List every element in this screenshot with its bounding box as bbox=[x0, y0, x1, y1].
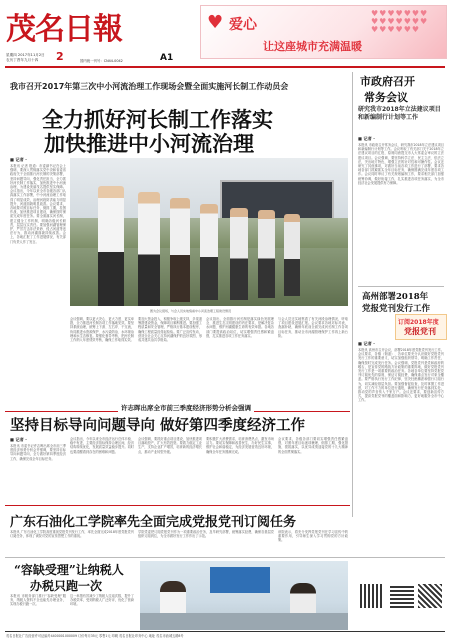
photo-caption: 图为会议现场，与会人员实地察看中小河流治理工程建设情况 bbox=[150, 309, 232, 313]
sidebar-item2-tag: ■ 记者 · bbox=[358, 341, 375, 346]
charity-ad bbox=[200, 5, 447, 59]
story2-headline: 坚持目标导向问题导向 做好第四季度经济工作 bbox=[10, 417, 306, 434]
sidebar-item1-sub: 研究我市2018年立法建议项目和新编制行计划等工作 bbox=[358, 106, 441, 121]
sidebar-item1-title-2: 常务会议 bbox=[364, 91, 408, 104]
qr-code-1 bbox=[360, 584, 384, 608]
banner-line-2: 党报党刊 bbox=[404, 327, 436, 336]
column-divider bbox=[352, 72, 353, 517]
ad-slogan: 让这座城市充满温暖 bbox=[263, 40, 362, 53]
lead-kicker: 我市召开2017年第三次中小河流治理工作现场会暨全面实施河长制工作动员会 bbox=[10, 82, 289, 91]
story2-kicker: 许志晖出席全市前三季度经济形势分析会强调 bbox=[118, 403, 254, 412]
date-line: 星期四 2017年11月2日 bbox=[6, 53, 45, 57]
heart-icon: ♥ bbox=[207, 12, 224, 33]
qr-code-2 bbox=[390, 584, 414, 608]
lead-body-column-1: 本报讯 记者 报道：市委副书记在会上强调，要深入贯彻落实党中央和省委省政府关于全面推行河长制的决策部署，坚持问题导向，强化责任担当，全力抓好河长制工作落实，加快推进中小河流治理，为建设美丽茂名提供坚实保障。会议指出，今年以来全市各级各部门认真落实工作部署，中小河流治理工作取得了明显成效，治理河段防洪能力明显提升，河道面貌明显改善。会议要求，各地要对照目标任务，倒排工期，挂图作战，加快推进项目建设，确保按时保质完成年度任务。要全面落实河长制，建立健全工作机制，明确各级河长职责，层层压实责任。要加强河湖管理保护，严厉打击非法采砂、侵占河道等违法行为，推动河湖面貌持续改善。会上，各地汇报了工作进展情况，有关部门负责人作了发言。 bbox=[10, 164, 66, 244]
lead-headline-1: 全力抓好河长制工作落实 bbox=[42, 107, 273, 132]
lead-body-column-5: 与会人员还实地察看了有关河段治理情况，听取了项目建设进展汇报。会议要求各地对标对表，查漏补缺，确保年底前全面完成河长制工作各项目标任务，推动全市河湖管理保护工作再上新台阶。 bbox=[278, 317, 348, 338]
lead-headline-2: 加快推进中小河流治理 bbox=[44, 131, 254, 156]
heart-pattern: ♥♥♥♥♥♥♥ ♥♥♥♥♥♥♥ ♥♥♥♥♥♥ bbox=[371, 9, 429, 34]
story3-divider bbox=[5, 505, 350, 506]
page-label: A1 bbox=[160, 53, 174, 63]
subscription-banner bbox=[395, 314, 447, 340]
story2-body-5: 会议要求，各级各部门要切实增强责任感紧迫感，对照年度目标逐项梳理，倒排工期，强化措施，狠抓落实，以优异成绩迎接党的十九大精神的全面贯彻落实。 bbox=[278, 437, 348, 454]
tax-office-photo bbox=[140, 561, 348, 630]
sidebar-divider bbox=[358, 286, 444, 287]
sidebar-item1-tag: ■ 记者 · bbox=[358, 136, 375, 141]
newspaper-title: 茂名日報 bbox=[6, 12, 122, 47]
qr-code-3 bbox=[418, 584, 442, 608]
cn-code: 国内统一刊号：CN44-0042 bbox=[80, 59, 123, 63]
sidebar-item1-body: 本报讯 市政府召开常务会议，研究我市2018年立法建议项目和新编制行计划等工作。会议听取了有关部门关于2018年立法建议项目的汇报，原则同意提交市人大常委会审议的立法建议项目。会议强调，要坚持科学立法、民主立法、依法立法，突出地方特色，增强立法的针对性和可操作性。会议还研究了其他事项，对做好当前各项工作进行了部署，要求各地各部门抓紧抓实全年目标任务，确保圆满完成年度各项工作。会议同时审议了有关规划编制工作，要求相关部门加强统筹协调，做好衔接工作，扎实推进各项任务落实，为全市经济社会发展提供有力保障。 bbox=[358, 143, 444, 185]
story2-body-4: 要积极扩大消费需求，培育消费热点，激发市场活力。要切实保障和改善民生，办好民生实事，维护社会和谐稳定，为经济发展营造良好环境，确保全年任务圆满完成。 bbox=[206, 437, 274, 454]
story4-headline-1: “容缺受理”让纳税人 bbox=[14, 563, 124, 577]
lead-body-column-3: 要加大资金投入，积极争取上级支持，多渠道筹措建设资金，保障项目顺利推进。要加强工程质量和安全管理，严格执行基本建设程序，确保工程质量经得起检验。要广泛宣传发动，营造全社会关心支持河湖保护的良好氛围，形成共建共治共享格局。 bbox=[138, 317, 202, 343]
story2-tag: ■ 记者 · bbox=[10, 437, 27, 442]
story3-body-1: 本报讯 广东石油化工学院高度重视党报党刊发行工作，率先全面完成2018年度党报党刊订阅任务，体现了该院对党的宣传思想工作的重视。 bbox=[10, 530, 134, 539]
lead-photo bbox=[70, 158, 348, 306]
lead-body-column-4: 会议指出，全面推行河长制是落实绿色发展理念、推进生态文明建设的内在要求，是解决复杂水问题、维护河湖健康生命的有效举措。各地各部门要提高政治站位，切实增强责任感和紧迫感，扎实推进各项工作任务落实。 bbox=[206, 317, 274, 338]
issue-badge: 2 bbox=[56, 50, 64, 63]
story4-body-1: 本报讯 市税务部门推行“容缺受理”服务，纳税人资料不全也能先办理业务，实现办税只跑一次。 bbox=[10, 594, 66, 607]
masthead-divider bbox=[5, 66, 445, 68]
footer-text: 茂名日报社广告经营许可证编号4400001000009 订价每月35元 零售1元 印刷 茂名日报社印务中心 地址 茂名市油城五路8号 bbox=[6, 634, 184, 638]
banner-line-1: 订阅2018年度 bbox=[398, 319, 439, 326]
ad-brand: 爱心 bbox=[229, 17, 257, 33]
story4-divider bbox=[5, 557, 445, 558]
section-tag: ■ 记者 · bbox=[10, 157, 27, 162]
lunar-date: 农历丁酉年九月十四 bbox=[6, 58, 39, 62]
lead-body-column-2: 会议强调，要以更大决心、更大力度、更实举措，全力推进河长制各项工作落地见效。要坚持系统治理，统筹上下游、左右岸、干支流，协同推进水资源保护、水污染防治、水环境治理和水生态修复。要强化督导考核，把河长制工作纳入年度绩效考核，确保工作取得实效。 bbox=[70, 317, 134, 343]
sidebar-item2-title-1: 高州部署2018年 bbox=[362, 292, 429, 302]
sidebar-item1-title-1: 市政府召开 bbox=[360, 75, 415, 88]
story3-body-3: 该院表示，将充分发挥党报党刊在学习宣传中的重要作用，引导师生深入学习贯彻党的方针政策。 bbox=[278, 530, 348, 543]
sidebar-item2-body: 本报讯 高州市召开会议，部署2018年度党报党刊发行工作。会议要求，各镇（街道）、各单位要充分认识做好党报党刊发行工作的重要意义，切实加强组织领导，明确工作责任，确保按时完成发行任务。会议强调，党报党刊是党和政府的喉舌，是宣传党的路线方针政策的重要阵地，做好党报党刊发行工作是一项重要的政治任务。各地各单位要坚持党报党刊订阅优先的原则，保证订阅经费，确保重点发行对象全覆盖。要严格执行发行工作纪律，坚决杜绝摊派和强行订阅行为，切实减轻基层负担。要加强督促检查，及时掌握工作进度，对工作不力的单位进行通报，确保发行任务落到实处，推动党的声音传入千家万户。会议还要求，要创新宣传方式，提高党报党刊的覆盖面和影响力，更好地服务全市中心工作。 bbox=[358, 348, 444, 403]
story3-headline: 广东石油化工学院率先全面完成党报党刊订阅任务 bbox=[10, 515, 297, 530]
sidebar-item2-title-2: 党报党刊发行工作 bbox=[362, 304, 431, 314]
story2-body-2: 会议指出，今年以来全市经济运行总体平稳、稳中有进，主要经济指标保持合理区间，经济结构持续优化，发展质量效益稳步提升。同时也要清醒看到存在的困难和问题。 bbox=[70, 437, 134, 454]
story4-headline-2: 办税只跑一次 bbox=[30, 579, 103, 593]
story2-body-1: 本报讯 市委书记许志晖出席全市前三季度经济形势分析会并强调，要坚持目标导向问题导向，全力做好第四季度经济工作，确保完成全年目标任务。 bbox=[10, 444, 66, 461]
story4-body-2: 这一举措有效减少了纳税人往返次数，提升了办税效率，受到纳税人广泛好评，优化了营商环境。 bbox=[70, 594, 134, 607]
story2-body-3: 会议强调，要抓好重点项目建设，加快推进项目落地投产，扩大有效投资。要着力稳定工业生产，支持企业扩产增效，培育新的经济增长点，推动产业转型升级。 bbox=[138, 437, 202, 454]
story3-body-2: 学院党委把订阅党报党刊作为一项重要政治任务，及早研究部署，统筹落实经费，确保各基层党组织订阅到位，为全市做好发行工作作出了示范。 bbox=[138, 530, 274, 539]
footer-divider bbox=[5, 631, 445, 632]
